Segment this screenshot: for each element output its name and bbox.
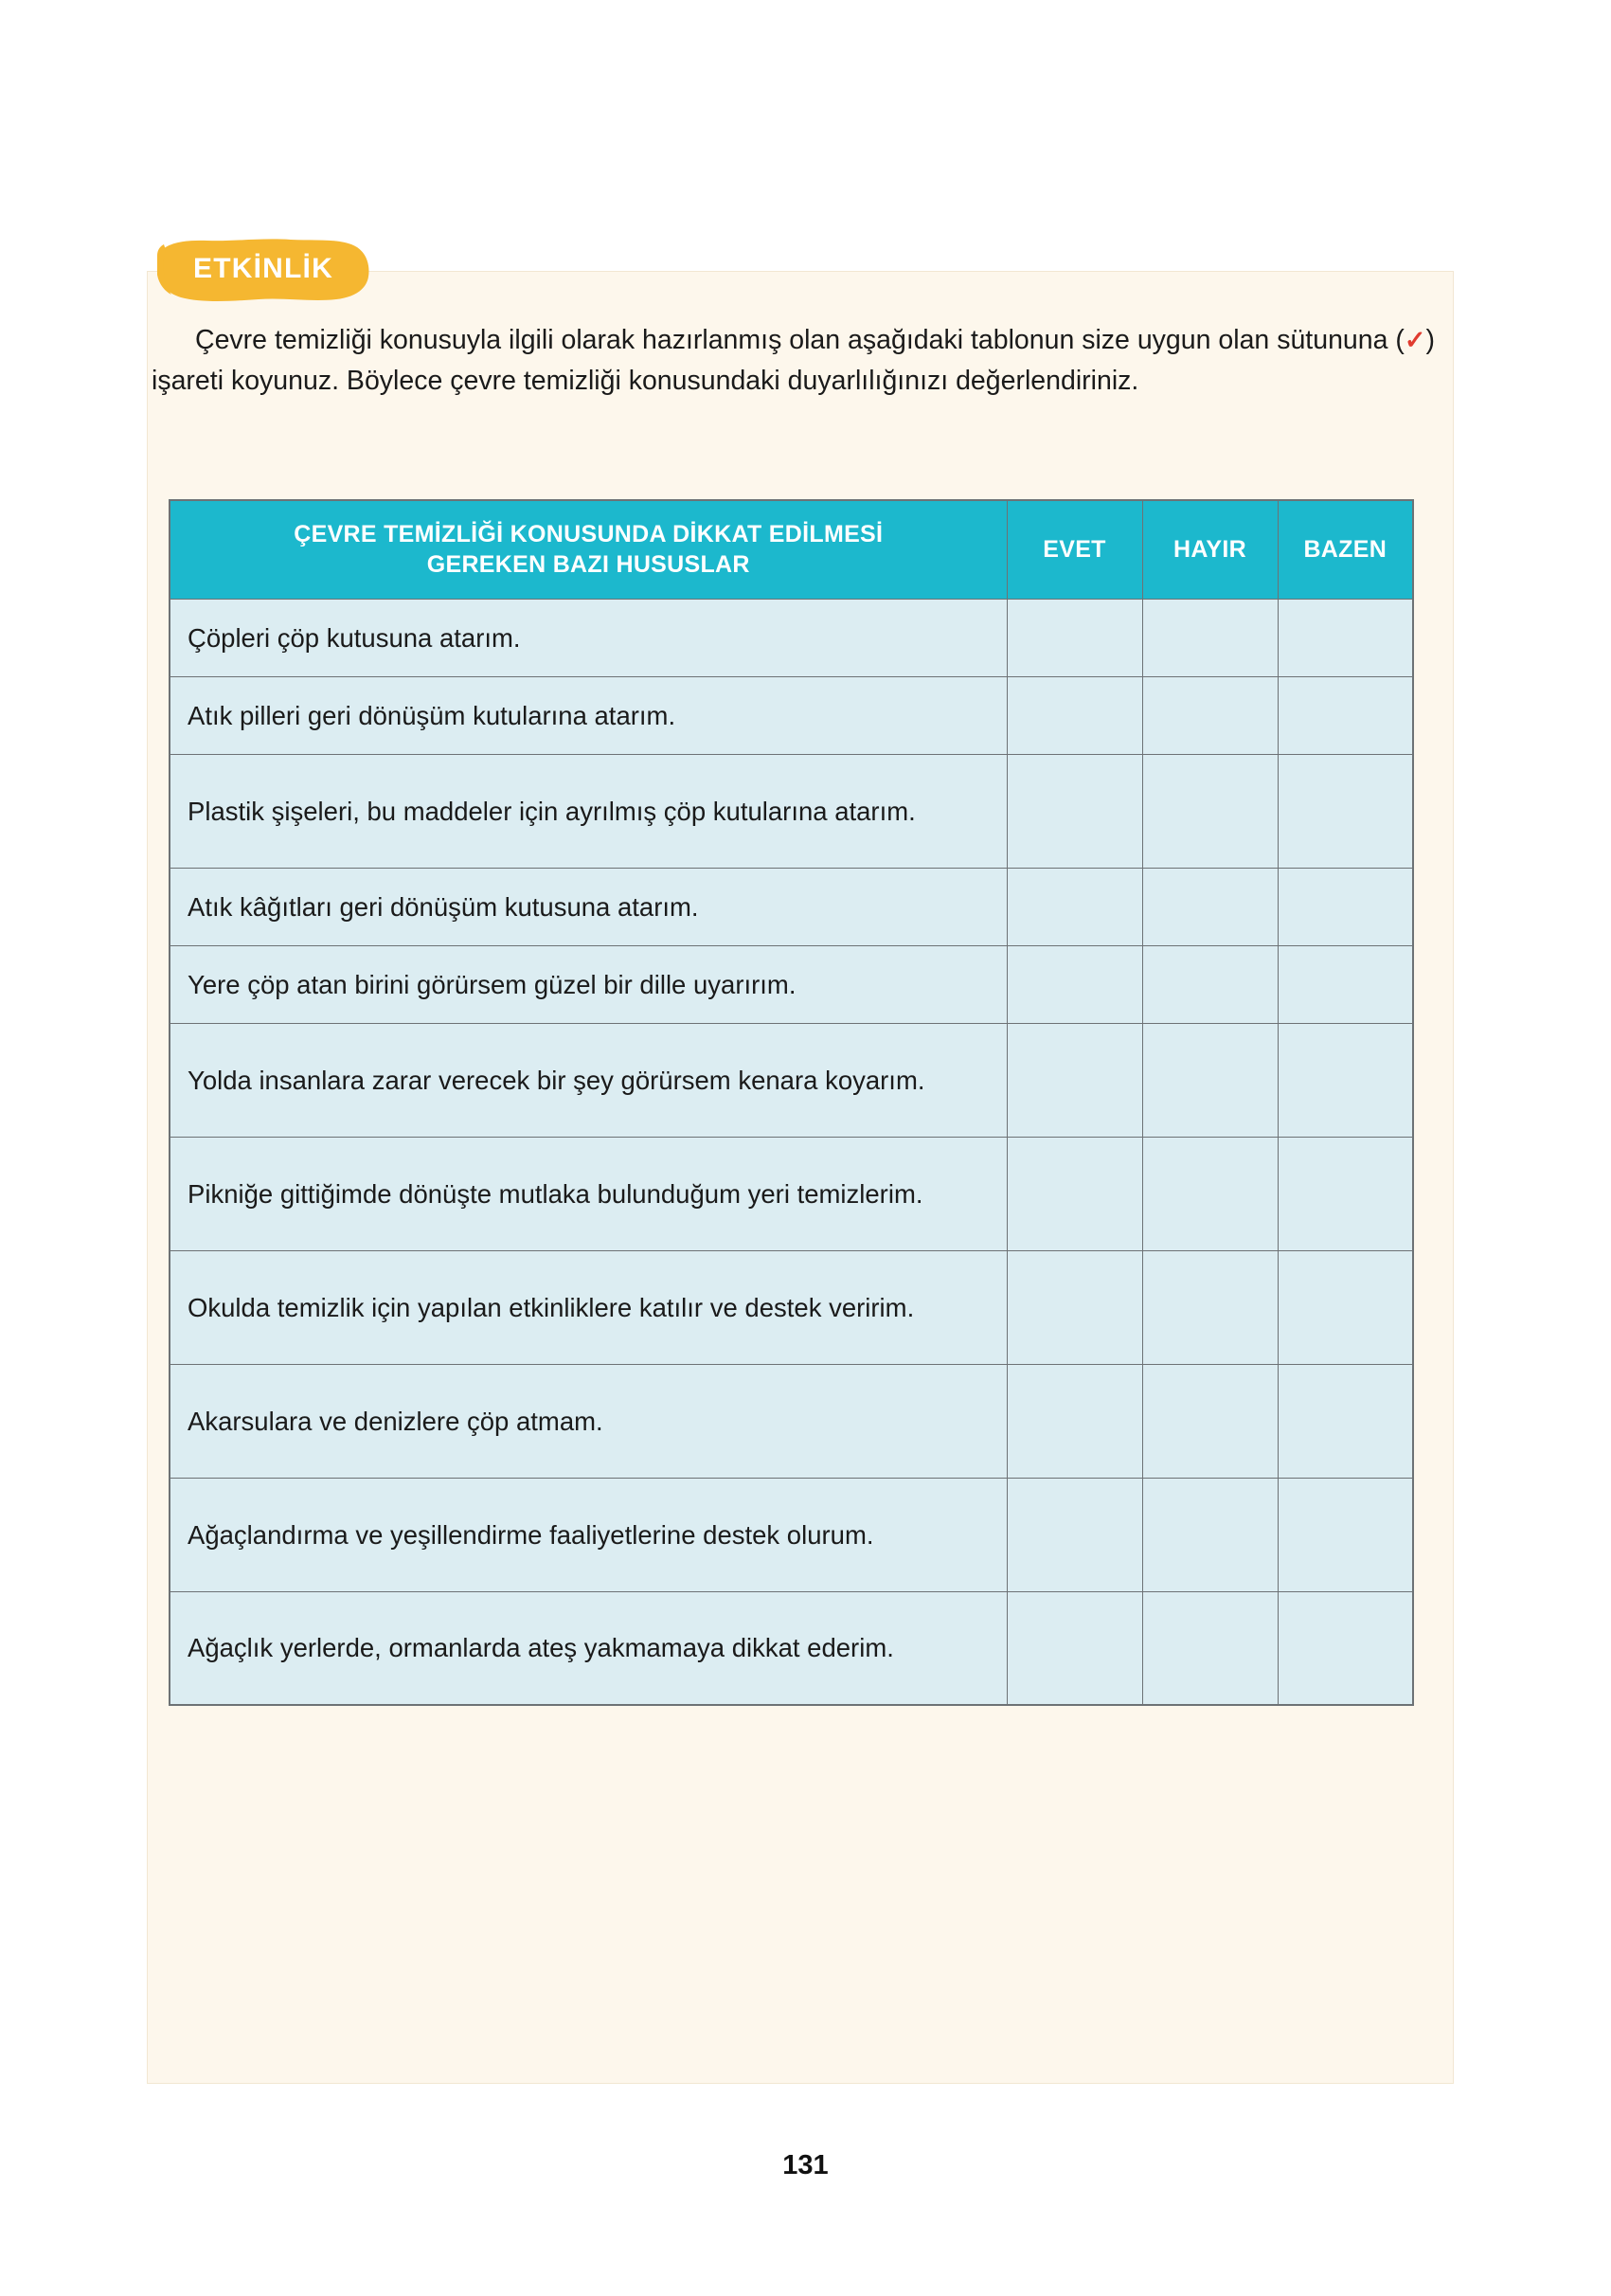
- answer-cell-evet[interactable]: [1007, 754, 1142, 868]
- check-mark-icon: ✓: [1404, 326, 1426, 354]
- statement-cell: Plastik şişeleri, bu maddeler için ayrılmış çöp kutularına atarım.: [170, 754, 1007, 868]
- answer-cell-evet[interactable]: [1007, 599, 1142, 676]
- statement-cell: Akarsulara ve denizlere çöp atmam.: [170, 1364, 1007, 1478]
- answer-cell-bazen[interactable]: [1278, 1023, 1413, 1137]
- answer-cell-hayir[interactable]: [1142, 1478, 1278, 1591]
- activity-badge: [154, 235, 372, 303]
- table-row: [170, 1023, 1413, 1137]
- answer-cell-evet[interactable]: [1007, 945, 1142, 1023]
- statement-cell: Yolda insanlara zarar verecek bir şey görürsem kenara koyarım.: [170, 1023, 1007, 1137]
- answer-cell-evet[interactable]: [1007, 868, 1142, 945]
- statement-cell: Atık pilleri geri dönüşüm kutularına atarım.: [170, 676, 1007, 754]
- column-header-statements: [170, 500, 1007, 599]
- answer-cell-evet[interactable]: [1007, 676, 1142, 754]
- table-header: [170, 500, 1413, 599]
- statement-cell: Pikniğe gittiğimde dönüşte mutlaka bulunduğum yeri temizlerim.: [170, 1137, 1007, 1250]
- answer-cell-hayir[interactable]: [1142, 599, 1278, 676]
- answer-cell-hayir[interactable]: [1142, 945, 1278, 1023]
- answer-cell-hayir[interactable]: [1142, 754, 1278, 868]
- environment-cleanliness-survey-table: [169, 499, 1414, 1706]
- answer-cell-bazen[interactable]: [1278, 945, 1413, 1023]
- table-header-row: [170, 500, 1413, 599]
- table-row: [170, 1250, 1413, 1364]
- answer-cell-bazen[interactable]: [1278, 1250, 1413, 1364]
- table-row: [170, 1591, 1413, 1705]
- table-row: [170, 868, 1413, 945]
- table-row: [170, 1364, 1413, 1478]
- answer-cell-bazen[interactable]: [1278, 754, 1413, 868]
- table-row: [170, 599, 1413, 676]
- statement-cell: Atık kâğıtları geri dönüşüm kutusuna atarım.: [170, 868, 1007, 945]
- column-header-statements-line1: ÇEVRE TEMİZLİĞİ KONUSUNDA DİKKAT EDİLMESİ: [294, 521, 884, 548]
- table-row: [170, 754, 1413, 868]
- answer-cell-hayir[interactable]: [1142, 868, 1278, 945]
- answer-cell-hayir[interactable]: [1142, 1137, 1278, 1250]
- answer-cell-evet[interactable]: [1007, 1250, 1142, 1364]
- answer-cell-bazen[interactable]: [1278, 676, 1413, 754]
- table-row: [170, 1478, 1413, 1591]
- answer-cell-evet[interactable]: [1007, 1137, 1142, 1250]
- instruction-paragraph: [152, 320, 1449, 402]
- answer-cell-evet[interactable]: [1007, 1591, 1142, 1705]
- answer-cell-evet[interactable]: [1007, 1023, 1142, 1137]
- column-header-statements-line2: GEREKEN BAZI HUSUSLAR: [426, 551, 750, 579]
- instruction-text-part1: Çevre temizliği konusuyla ilgili olarak hazırlanmış olan aşağıdaki tablonun size uygun olan sütununa (: [195, 325, 1405, 355]
- column-header-bazen: BAZEN: [1278, 500, 1413, 599]
- activity-badge-label: ETKİNLİK: [193, 253, 333, 284]
- column-header-evet: EVET: [1007, 500, 1142, 599]
- answer-cell-bazen[interactable]: [1278, 1591, 1413, 1705]
- statement-cell: Çöpleri çöp kutusuna atarım.: [170, 599, 1007, 676]
- answer-cell-hayir[interactable]: [1142, 676, 1278, 754]
- table-body: [170, 599, 1413, 1705]
- answer-cell-bazen[interactable]: [1278, 1137, 1413, 1250]
- answer-cell-hayir[interactable]: [1142, 1591, 1278, 1705]
- answer-cell-hayir[interactable]: [1142, 1023, 1278, 1137]
- table-row: [170, 945, 1413, 1023]
- answer-cell-bazen[interactable]: [1278, 1364, 1413, 1478]
- statement-cell: Okulda temizlik için yapılan etkinliklere katılır ve destek veririm.: [170, 1250, 1007, 1364]
- answer-cell-hayir[interactable]: [1142, 1364, 1278, 1478]
- table-row: [170, 676, 1413, 754]
- column-header-hayir: HAYIR: [1142, 500, 1278, 599]
- answer-cell-evet[interactable]: [1007, 1478, 1142, 1591]
- statement-cell: Ağaçlık yerlerde, ormanlarda ateş yakmamaya dikkat ederim.: [170, 1591, 1007, 1705]
- page-number: 131: [782, 2150, 829, 2180]
- instruction-text-part2: ) işareti koyunuz. Böylece çevre temizliği konusundaki duyarlılığınızı değerlendiriniz.: [152, 325, 1436, 396]
- table-row: [170, 1137, 1413, 1250]
- answer-cell-evet[interactable]: [1007, 1364, 1142, 1478]
- statement-cell: Yere çöp atan birini görürsem güzel bir dille uyarırım.: [170, 945, 1007, 1023]
- answer-cell-bazen[interactable]: [1278, 599, 1413, 676]
- answer-cell-bazen[interactable]: [1278, 1478, 1413, 1591]
- answer-cell-hayir[interactable]: [1142, 1250, 1278, 1364]
- statement-cell: Ağaçlandırma ve yeşillendirme faaliyetlerine destek olurum.: [170, 1478, 1007, 1591]
- answer-cell-bazen[interactable]: [1278, 868, 1413, 945]
